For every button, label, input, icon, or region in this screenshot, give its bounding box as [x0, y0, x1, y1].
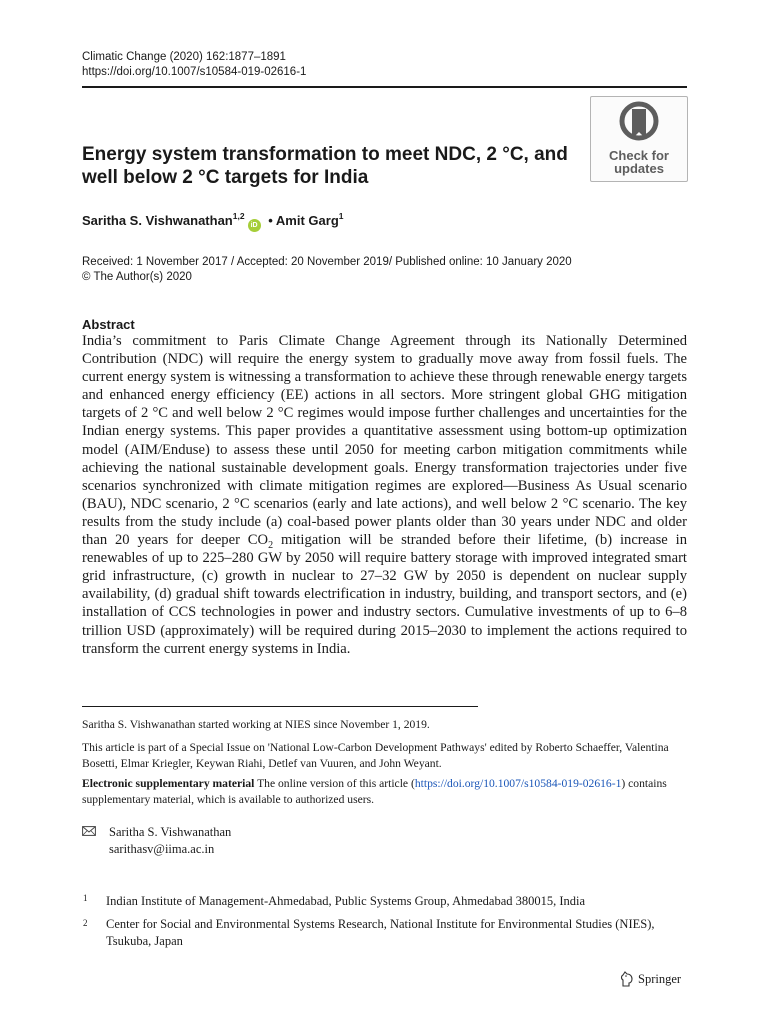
journal-citation: Climatic Change (2020) 162:1877–1891 [82, 51, 286, 63]
affiliation-text: Center for Social and Environmental Systems Research, National Institute for Environmental Studies (NIES), Tsukuba, Japan [106, 917, 655, 948]
springer-horse-icon [620, 971, 634, 987]
check-for-updates-label: Check for updates [609, 148, 669, 176]
affiliation-text: Indian Institute of Management-Ahmedabad, Public Systems Group, Ahmedabad 380015, India [106, 894, 586, 908]
orcid-icon[interactable]: iD [248, 219, 261, 232]
author-name[interactable]: Amit Garg [275, 213, 339, 228]
author-list [82, 213, 344, 232]
author-affiliation-marker: 1 [338, 211, 344, 221]
publication-history [82, 255, 572, 285]
correspondence-block [109, 824, 231, 858]
esm-link[interactable]: https://doi.org/10.1007/s10584-019-02616-1 [414, 777, 622, 790]
esm-label: Electronic supplementary material [82, 777, 255, 790]
footnote-supplementary: Electronic supplementary material The online version of this article (https://doi.org/10.1007/s10584-019-02616-1) contains supplementary material, which is available to authorized users. [82, 777, 667, 806]
copyright-notice: © The Author(s) 2020 [82, 271, 192, 283]
journal-reference [82, 50, 306, 80]
abstract-text-part: mitigation will be stranded before their lifetime, (b) increase in renewables of up to 225–280 GW by 2050 will require battery storage with improved integrated smart grid infrastructure, (c) growth in nuclear to 27–32 GW by 2050 is dependent on nuclear supply availability, (d) gradual shift towards electrification in industry, building, and transport sectors, and (e) installation of CCS technologies in power and industry sectors. Cumulative investments of up to 6–8 trillion USD (approximately) will be required during 2015–2030 to implement the actions required to transform the current energy systems in India. [82, 532, 688, 657]
received-dates: Received: 1 November 2017 / Accepted: 20 November 2019/ Published online: 10 January 2020 [82, 256, 572, 268]
footnote-special-issue: This article is part of a Special Issue on 'National Low-Carbon Development Pathways' edited by Roberto Schaeffer, Valentina Bosetti, Elmar Kriegler, Keywan Riahi, Detlef van Vuuren, and John Weyant. [82, 741, 669, 770]
author-name[interactable]: Saritha S. Vishwanathan [82, 213, 233, 228]
article-title: Energy system transformation to meet NDC, 2 °C, and well below 2 °C targets for India [82, 144, 568, 188]
check-for-updates-icon [619, 101, 659, 147]
author-separator: • [268, 213, 273, 228]
correspondence-name: Saritha S. Vishwanathan [109, 825, 232, 839]
doi-link[interactable]: https://doi.org/10.1007/s10584-019-02616-1 [82, 66, 307, 78]
author-affiliation-marker: 1,2 [232, 211, 245, 221]
footnote-rule [82, 706, 478, 707]
affiliation-number: 1 [83, 893, 88, 903]
correspondence-email[interactable]: sarithasv@iima.ac.in [109, 842, 215, 856]
footnote-nies: Saritha S. Vishwanathan started working at NIES since November 1, 2019. [82, 718, 430, 731]
header-rule [82, 86, 687, 88]
abstract-text [82, 332, 687, 658]
publisher-logo [620, 971, 681, 987]
co2-subscript: 2 [268, 539, 274, 551]
publisher-name: Springer [638, 971, 682, 986]
abstract-heading: Abstract [82, 317, 135, 332]
abstract-text-part: India’s commitment to Paris Climate Change Agreement through its Nationally Determined Contribution (NDC) will require the energy system to gradually move away from fossil fuels. The current energy system is witnessing a transformation to achieve these through renewable energy targets and enhanced energy efficiency (EE) actions in all sectors. More stringent global GHG mitigation targets of 2 °C and well below 2 °C regimes would impose further challenges and uncertainties for the Indian energy systems. This paper provides a quantitative assessment using bottom-up optimization model (AIM/Enduse) to assess these until 2050 for meeting carbon mitigation commitments while achieving the national sustainable development goals. Energy transformation trajectories under five scenarios synchronized with climate mitigation regimes are explored—Business As Usual scenario (BAU), NDC scenario, 2 °C scenarios (early and late actions), and well below 2 °C scenario. The key results from the study include (a) coal-based power plants older than 30 years under NDC and older than 20 years for deeper CO [82, 333, 687, 549]
check-for-updates-badge[interactable] [590, 96, 688, 182]
envelope-icon [82, 826, 96, 836]
affiliation-number: 2 [83, 918, 88, 928]
